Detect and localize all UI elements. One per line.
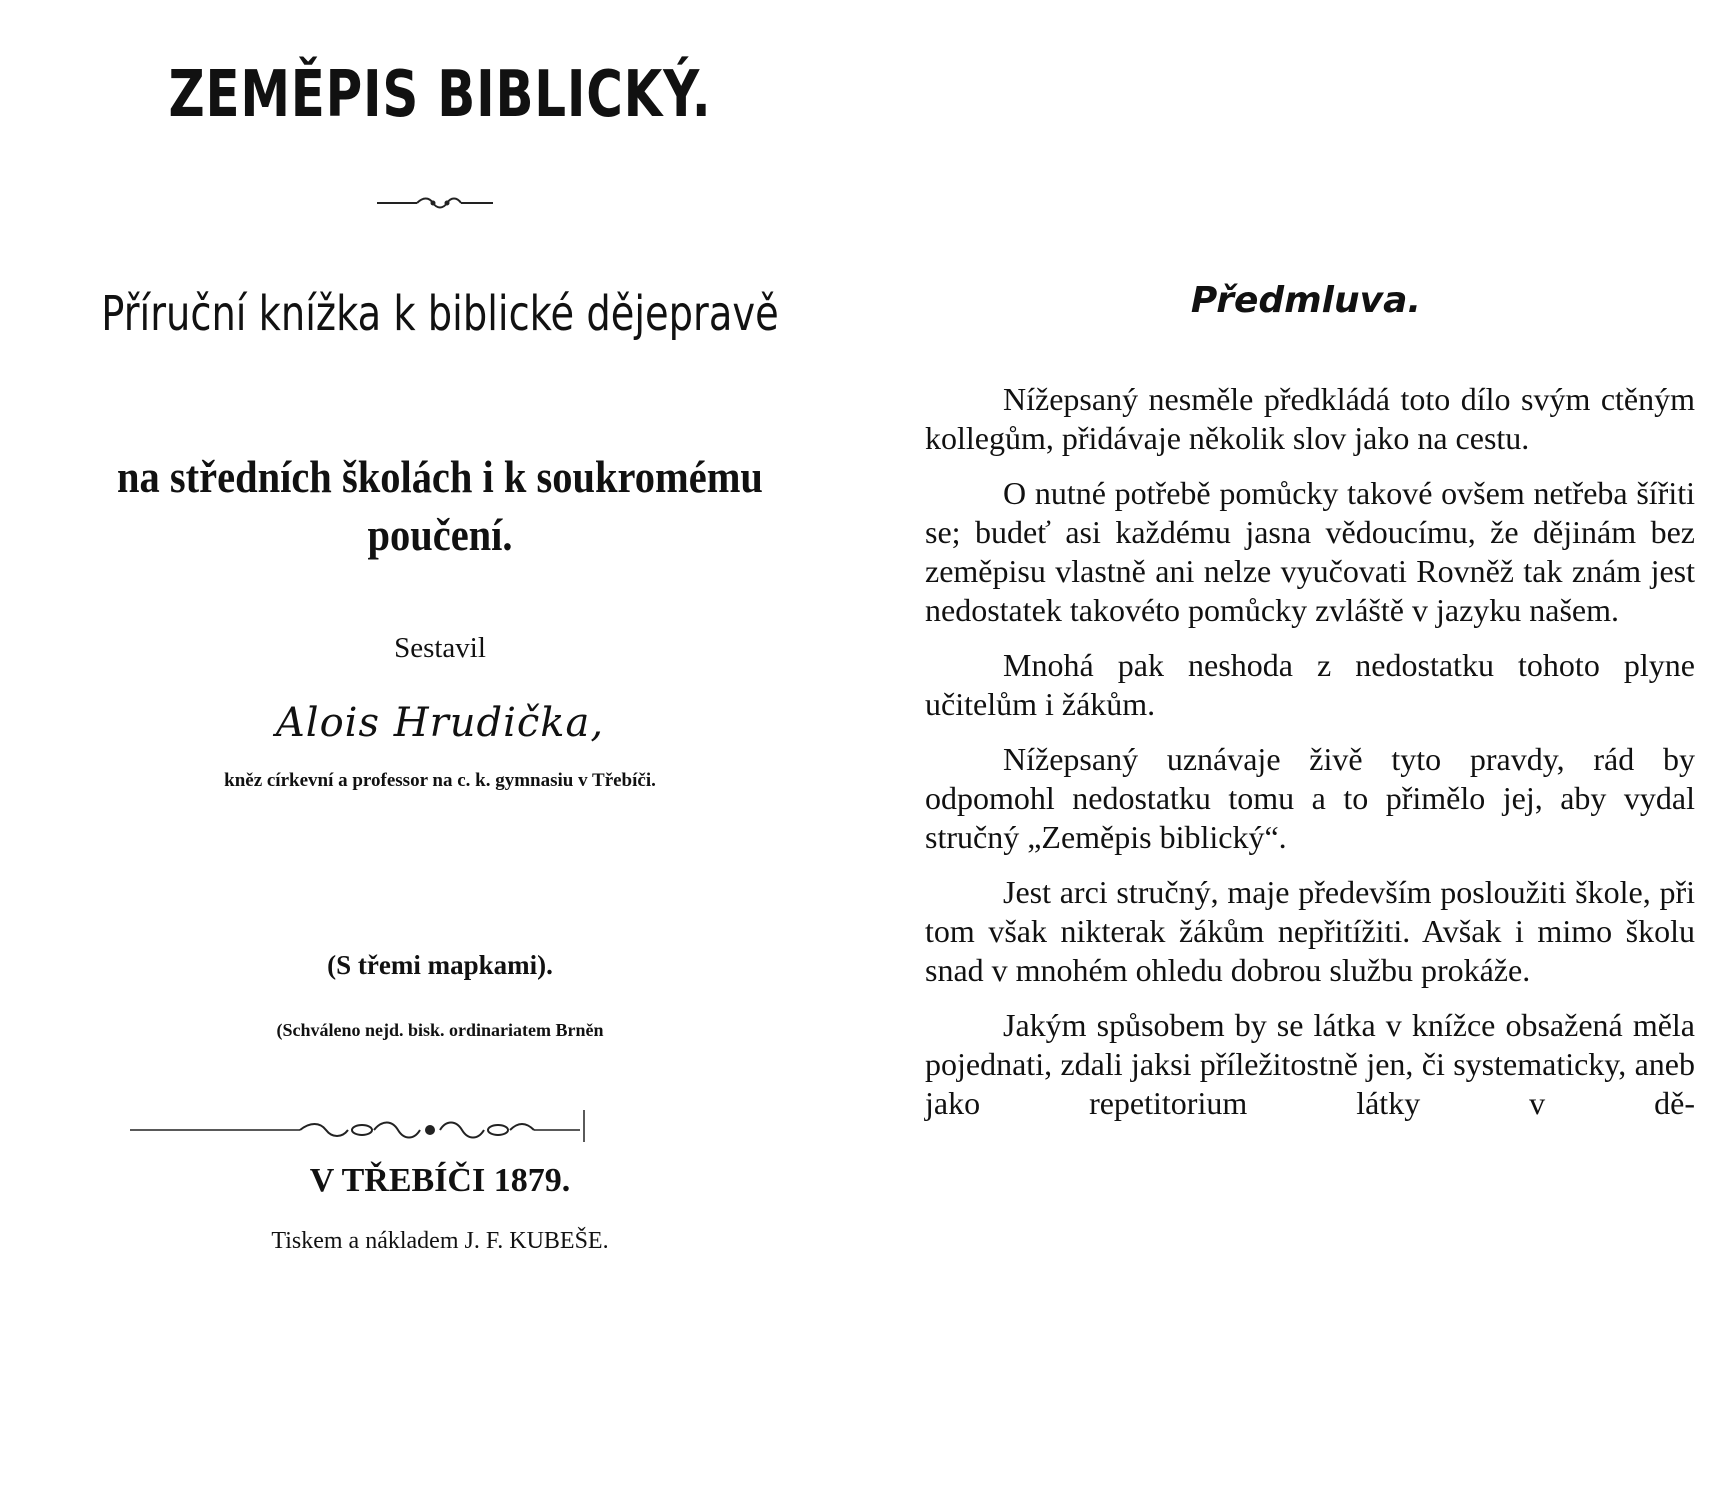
book-title: ZEMĚPIS BIBLICKÝ.: [168, 58, 712, 132]
author-name: Alois Hrudička,: [275, 700, 605, 746]
preface-paragraph: Nížepsaný uznávaje živě tyto pravdy, rád by odpomohl nedostatku tomu a to přimělo jej, aby vydal stručný „Zeměpis biblický“.: [925, 741, 1695, 855]
subtitle-line-1: Příruční knížka k biblické dějepravě: [101, 286, 779, 342]
approval-note: (Schváleno nejd. bisk. ordinariatem Brněn: [276, 1020, 604, 1040]
subtitle-line-2: na středních školách i k soukromému poučení.: [117, 451, 763, 560]
compiled-by-label: Sestavil: [394, 632, 486, 664]
place-and-year: V TŘEBÍČI 1879.: [309, 1162, 571, 1199]
title-ornament-divider: [375, 196, 495, 210]
preface-paragraph: Jest arci stručný, maje především posloužiti škole, při tom však nikterak žákům nepřitížiti. Avšak i mimo školu snad v mnohém ohledu dobrou službu prokáže.: [925, 874, 1695, 988]
preface-title: Předmluva.: [1190, 280, 1422, 321]
preface-paragraph: Nížepsaný nesměle předkládá toto dílo svým ctěným kollegům, přidávaje několik slov jako na cestu.: [925, 381, 1695, 456]
preface-page: [880, 0, 1732, 1500]
preface-body: [925, 380, 1695, 1139]
printer-line: Tiskem a nákladem J. F. KUBEŠE.: [271, 1228, 609, 1254]
preface-paragraph: Mnohá pak neshoda z nedostatku tohoto plyne učitelům i žákům.: [925, 647, 1695, 722]
floral-ornament-divider: [130, 1108, 590, 1144]
preface-paragraph: Jakým spůsobem by se látka v knížce obsažená měla pojednati, zdali jaksi příležitostně jen, či systematicky, aneb jako repetitorium látky v dě-: [925, 1007, 1695, 1121]
preface-paragraph: O nutné potřebě pomůcky takové ovšem netřeba šířiti se; budeť asi každému jasna vědoucímu, že dějinám bez zeměpisu vlastně ani nelze vyučovati Rovněž tak znám jest nedostatek takovéto pomůcky zvláště v jazyku našem.: [925, 475, 1695, 628]
author-role: kněz církevní a professor na c. k. gymnasiu v Třebíči.: [224, 770, 656, 791]
maps-note: (S třemi mapkami).: [327, 950, 553, 980]
